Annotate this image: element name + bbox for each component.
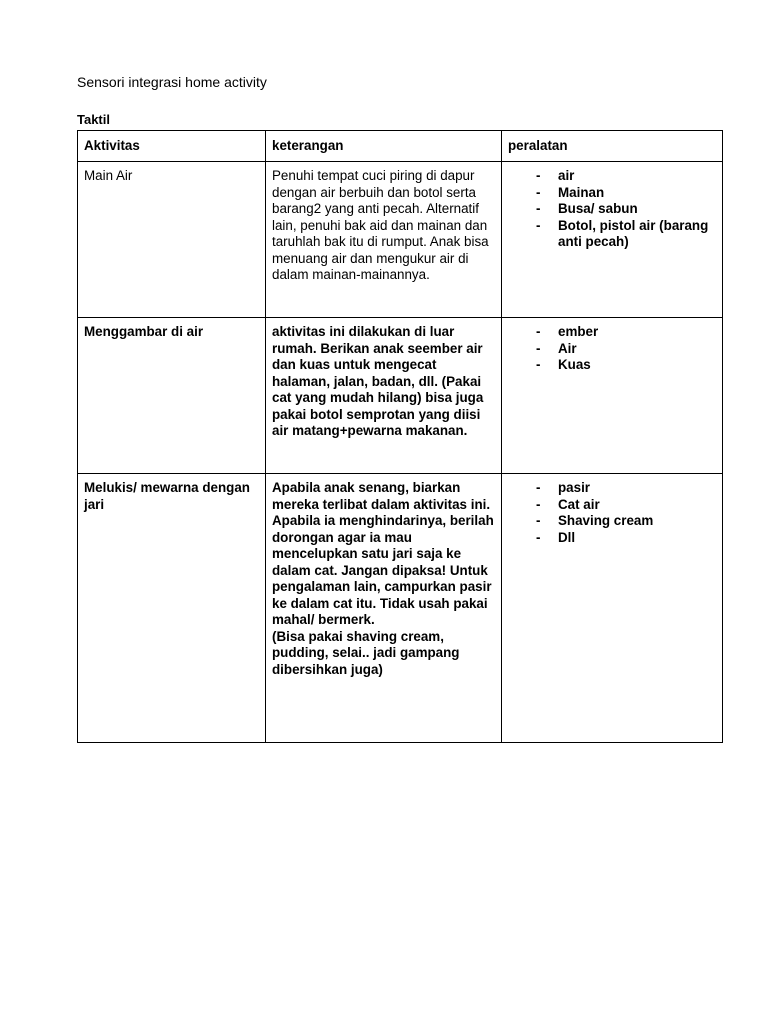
equipment-list [508, 480, 716, 546]
activity-cell: Melukis/ mewarna dengan jari [78, 474, 266, 743]
description-cell: Apabila anak senang, biarkan mereka terlibat dalam aktivitas ini. Apabila ia menghindarinya, berilah dorongan agar ia mau mencelupkan satu jari saja ke dalam cat. Jangan dipaksa! Untuk pengalaman lain, campurkan pasir ke dalam cat itu. Tidak usah pakai mahal/ bermerk. (Bisa pakai shaving cream, pudding, selai.. jadi gampang dibersihkan juga) [266, 474, 502, 743]
equipment-item: - Air [530, 341, 716, 358]
table-row [78, 318, 723, 474]
activity-table [77, 130, 723, 743]
table-row [78, 474, 723, 743]
section-heading: Taktil [77, 112, 110, 127]
document-title: Sensori integrasi home activity [77, 74, 267, 90]
equipment-list [508, 324, 716, 374]
equipment-item: - Dll [530, 530, 716, 547]
equipment-list [508, 168, 716, 251]
activity-cell: Menggambar di air [78, 318, 266, 474]
equipment-item: - Shaving cream [530, 513, 716, 530]
equipment-item: - pasir [530, 480, 716, 497]
equipment-item: - Busa/ sabun [530, 201, 716, 218]
header-activity: Aktivitas [78, 131, 266, 162]
equipment-item: - Botol, pistol air (barang anti pecah) [530, 218, 716, 251]
header-equipment: peralatan [502, 131, 723, 162]
header-description: keterangan [266, 131, 502, 162]
equipment-item: - Kuas [530, 357, 716, 374]
equipment-cell [502, 162, 723, 318]
table-row [78, 162, 723, 318]
equipment-cell [502, 318, 723, 474]
equipment-item: - air [530, 168, 716, 185]
table-header-row [78, 131, 723, 162]
equipment-item: - Cat air [530, 497, 716, 514]
equipment-item: - Mainan [530, 185, 716, 202]
activity-cell: Main Air [78, 162, 266, 318]
description-cell: aktivitas ini dilakukan di luar rumah. Berikan anak seember air dan kuas untuk mengecat halaman, jalan, badan, dll. (Pakai cat yang mudah hilang) bisa juga pakai botol semprotan yang diisi air matang+pewarna makanan. [266, 318, 502, 474]
description-cell: Penuhi tempat cuci piring di dapur dengan air berbuih dan botol serta barang2 yang anti pecah. Alternatif lain, penuhi bak aid dan mainan dan taruhlah bak itu di rumput. Anak bisa menuang air dan mengukur air di dalam mainan-mainannya. [266, 162, 502, 318]
equipment-item: - ember [530, 324, 716, 341]
equipment-cell [502, 474, 723, 743]
